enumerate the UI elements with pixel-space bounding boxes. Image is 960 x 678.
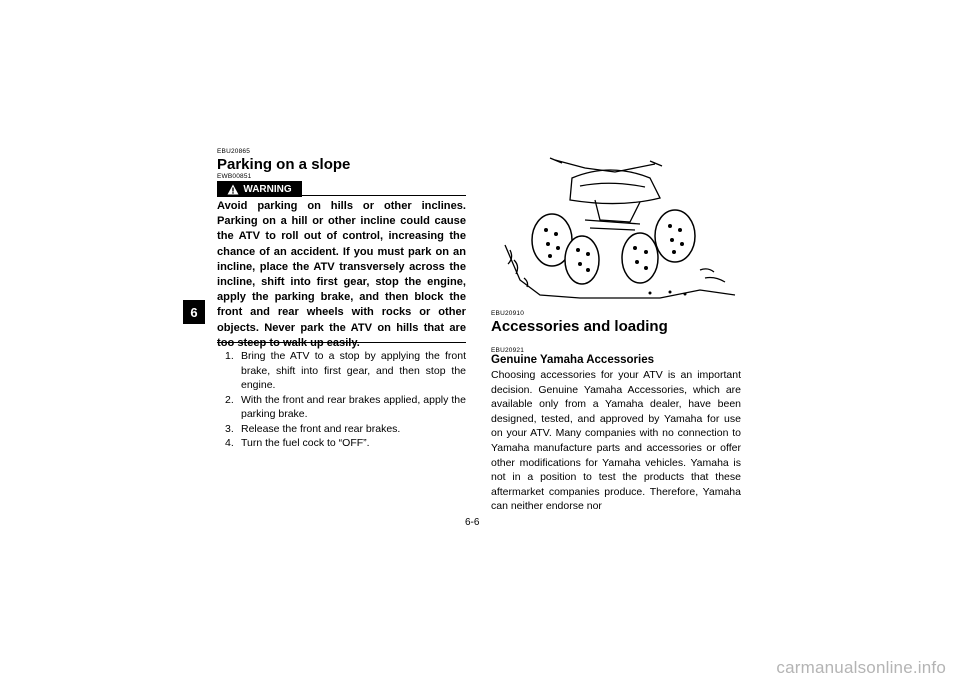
warning-code: EWB00851 xyxy=(217,173,252,180)
section-code: EBU20910 xyxy=(491,310,525,317)
step-text: Bring the ATV to a stop by applying the front brake, shift into first gear, and then stop the engine. xyxy=(241,350,466,391)
warning-end-rule xyxy=(217,342,466,343)
section-heading-accessories: Accessories and loading xyxy=(491,318,668,335)
step-text: Turn the fuel cock to “OFF”. xyxy=(241,437,370,449)
step-number: 3. xyxy=(225,422,234,435)
page-number: 6-6 xyxy=(465,517,480,528)
step-text: With the front and rear brakes applied, apply the parking brake. xyxy=(241,393,466,420)
step-number: 2. xyxy=(225,393,234,406)
subsection-code: EBU20921 xyxy=(491,347,525,354)
section-code: EBU20865 xyxy=(217,148,251,155)
watermark: carmanualsonline.info xyxy=(776,658,946,677)
list-item xyxy=(217,422,466,437)
chapter-number: 6 xyxy=(190,304,198,320)
step-number: 1. xyxy=(225,350,234,362)
atv-on-slope-drawing xyxy=(500,150,740,300)
warning-header xyxy=(217,181,466,198)
list-item xyxy=(217,436,466,451)
atv-illustration xyxy=(500,150,740,300)
list-item xyxy=(217,393,466,422)
warning-divider xyxy=(302,195,466,196)
steps-list xyxy=(217,349,466,451)
chapter-tab xyxy=(183,300,205,324)
warning-badge xyxy=(217,181,302,197)
section-heading-parking: Parking on a slope xyxy=(217,156,351,173)
subsection-heading: Genuine Yamaha Accessories xyxy=(491,354,655,366)
list-item xyxy=(217,349,466,393)
step-text: Release the front and rear brakes. xyxy=(241,422,401,435)
warning-triangle-icon xyxy=(227,184,239,195)
warning-text: Avoid parking on hills or other inclines. Parking on a hill or other incline could cause the ATV to roll out of control, increasing the chance of an accident. If you must park on an incline, place the ATV transversely across the incline, shift into first gear, stop the engine, apply the parking brake, and then block the front and rear wheels with rocks or other objects. Never park the ATV on hills that are xyxy=(217,200,466,334)
step-number: 4. xyxy=(225,437,234,449)
accessories-paragraph: Choosing accessories for your ATV is an important decision. Genuine Yamaha Accessories, which are available only from a Yamaha dealer, have been designed, tested, and approved by Yamaha for use on your ATV. Many companies with no connection to Yamaha manufacture parts and accessories or offer other modifications for Yamaha vehicles. Yamaha is not in a position to test the products that these aftermarket companies produce. Therefore, Yamaha can neither endorse nor xyxy=(491,369,741,513)
warning-label: WARNING xyxy=(243,183,292,195)
